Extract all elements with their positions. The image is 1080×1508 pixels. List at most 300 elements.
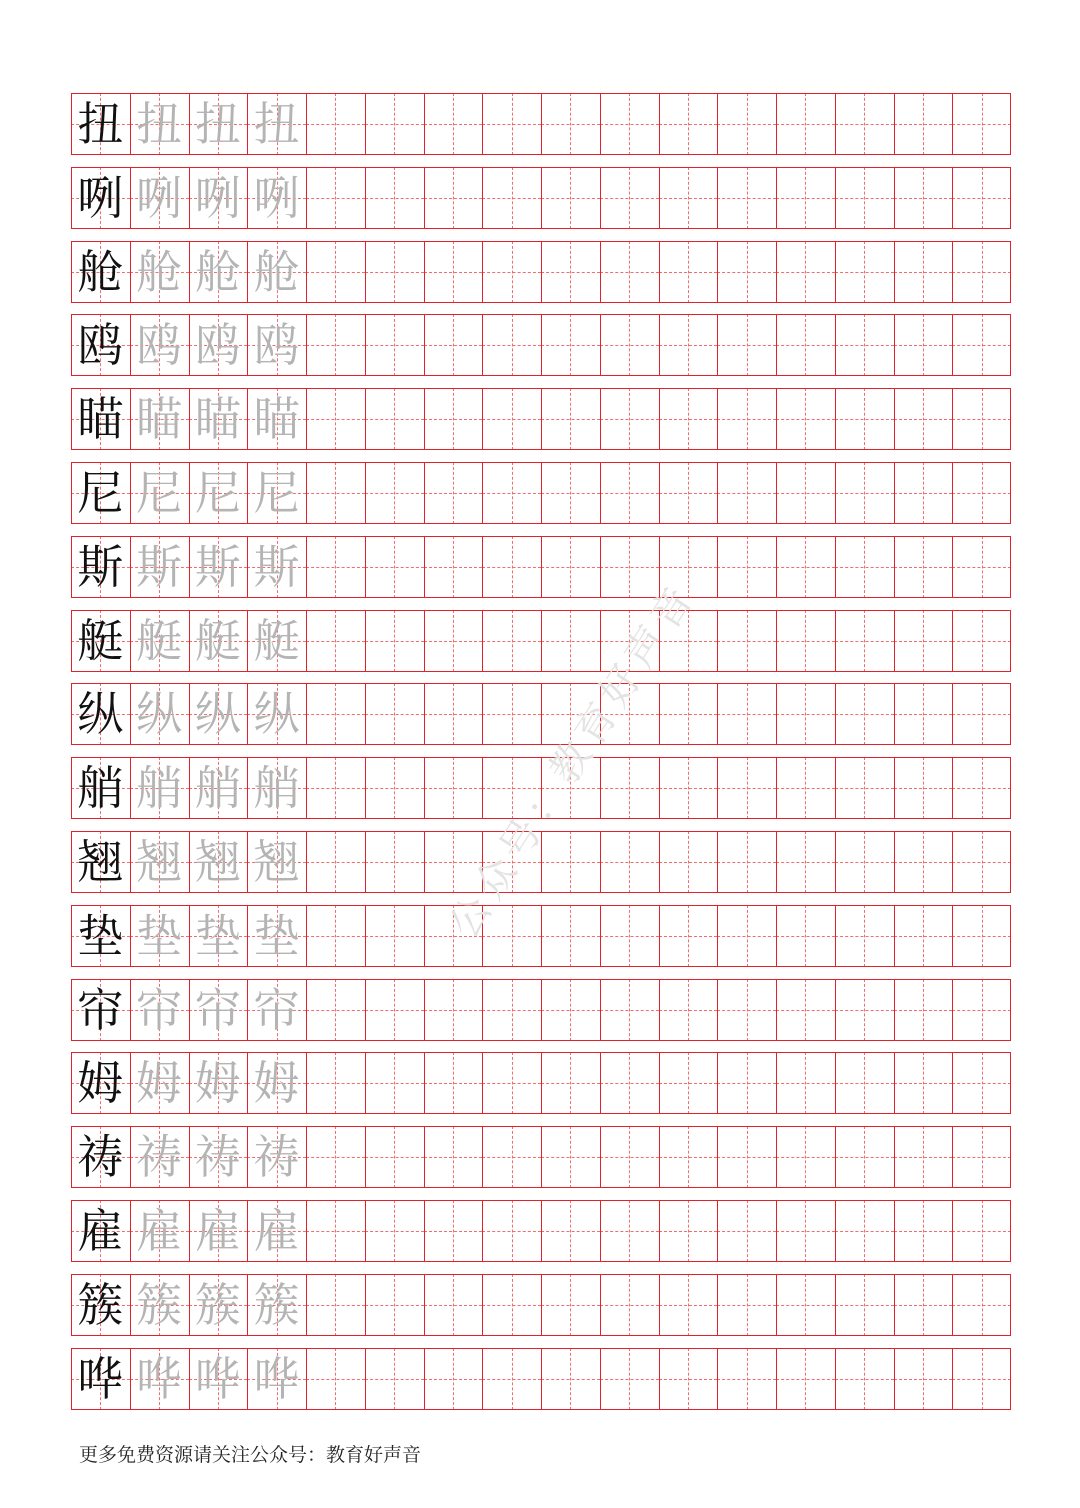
vertical-guide-line — [335, 905, 336, 967]
cell-border — [130, 1274, 131, 1336]
cell-border — [776, 536, 777, 598]
empty-writing-cell — [306, 905, 365, 967]
cell-border — [424, 683, 425, 745]
vertical-guide-line — [512, 93, 513, 155]
vertical-guide-line — [394, 1126, 395, 1188]
empty-writing-cell — [306, 1052, 365, 1114]
cell-border — [776, 241, 777, 303]
vertical-guide-line — [805, 1348, 806, 1410]
trace-char-cell — [247, 757, 306, 819]
practice-row — [71, 1200, 1011, 1262]
vertical-guide-line — [805, 314, 806, 376]
cell-border — [835, 683, 836, 745]
cell-border — [659, 979, 660, 1041]
cell-border — [541, 1274, 542, 1336]
cell-border — [482, 93, 483, 155]
cell-border — [541, 462, 542, 524]
cell-border — [482, 241, 483, 303]
vertical-guide-line — [570, 905, 571, 967]
vertical-guide-line — [982, 1052, 983, 1114]
model-char-cell — [71, 314, 130, 376]
cell-border — [189, 536, 190, 598]
vertical-guide-line — [453, 1200, 454, 1262]
cell-border — [600, 905, 601, 967]
empty-writing-cell — [306, 1348, 365, 1410]
cell-border — [835, 757, 836, 819]
vertical-guide-line — [864, 167, 865, 229]
vertical-guide-line — [688, 1126, 689, 1188]
cell-border — [306, 167, 307, 229]
cell-border — [776, 831, 777, 893]
trace-char-cell — [189, 167, 248, 229]
vertical-guide-line — [629, 167, 630, 229]
vertical-guide-line — [453, 462, 454, 524]
cell-border — [659, 1274, 660, 1336]
vertical-guide-line — [394, 167, 395, 229]
model-character: 垫 — [77, 908, 124, 963]
cell-border — [130, 1200, 131, 1262]
vertical-guide-line — [747, 757, 748, 819]
trace-char-cell — [189, 831, 248, 893]
empty-writing-cell — [424, 93, 483, 155]
empty-writing-cell — [541, 314, 600, 376]
cell-border — [776, 388, 777, 450]
empty-writing-cell — [541, 979, 600, 1041]
empty-writing-cell — [776, 167, 835, 229]
model-char-cell — [71, 1200, 130, 1262]
trace-char-cell — [189, 1126, 248, 1188]
vertical-guide-line — [335, 683, 336, 745]
cell-border — [600, 314, 601, 376]
empty-writing-cell — [424, 314, 483, 376]
trace-char-cell — [247, 905, 306, 967]
empty-writing-cell — [776, 683, 835, 745]
cell-border — [365, 979, 366, 1041]
empty-writing-cell — [541, 905, 600, 967]
empty-writing-cell — [600, 757, 659, 819]
cell-border — [541, 683, 542, 745]
model-char-cell — [71, 831, 130, 893]
trace-char-cell — [130, 388, 189, 450]
vertical-guide-line — [394, 610, 395, 672]
trace-character: 瞄 — [136, 392, 183, 447]
vertical-guide-line — [864, 1200, 865, 1262]
cell-border — [130, 314, 131, 376]
empty-writing-cell — [600, 167, 659, 229]
vertical-guide-line — [982, 1348, 983, 1410]
empty-writing-cell — [306, 462, 365, 524]
cell-border — [482, 388, 483, 450]
trace-char-cell — [247, 979, 306, 1041]
model-character: 扭 — [77, 97, 124, 151]
vertical-guide-line — [512, 683, 513, 745]
trace-character: 祷 — [194, 1130, 241, 1185]
empty-writing-cell — [835, 1126, 894, 1188]
cell-border — [776, 610, 777, 672]
cell-border — [659, 1052, 660, 1114]
cell-border — [894, 1274, 895, 1336]
vertical-guide-line — [570, 93, 571, 155]
cell-border — [130, 831, 131, 893]
vertical-guide-line — [864, 757, 865, 819]
vertical-guide-line — [864, 241, 865, 303]
cell-border — [189, 757, 190, 819]
vertical-guide-line — [688, 314, 689, 376]
empty-writing-cell — [424, 610, 483, 672]
vertical-guide-line — [747, 1348, 748, 1410]
empty-writing-cell — [306, 1200, 365, 1262]
cell-border — [659, 388, 660, 450]
cell-border — [130, 610, 131, 672]
cell-border — [247, 1348, 248, 1410]
cell-border — [247, 610, 248, 672]
vertical-guide-line — [453, 1348, 454, 1410]
empty-writing-cell — [659, 979, 718, 1041]
empty-writing-cell — [835, 536, 894, 598]
trace-character: 艄 — [253, 761, 300, 816]
cell-border — [541, 905, 542, 967]
cell-border — [247, 388, 248, 450]
empty-writing-cell — [541, 1348, 600, 1410]
vertical-guide-line — [512, 979, 513, 1041]
cell-border — [189, 979, 190, 1041]
practice-row — [71, 462, 1011, 524]
vertical-guide-line — [747, 462, 748, 524]
empty-writing-cell — [659, 388, 718, 450]
trace-character: 艄 — [136, 761, 183, 816]
empty-writing-cell — [776, 241, 835, 303]
cell-border — [659, 93, 660, 155]
empty-writing-cell — [365, 1200, 424, 1262]
empty-writing-cell — [365, 683, 424, 745]
vertical-guide-line — [512, 536, 513, 598]
trace-char-cell — [189, 610, 248, 672]
cell-border — [247, 1126, 248, 1188]
cell-border — [776, 757, 777, 819]
trace-character: 帘 — [194, 982, 241, 1037]
vertical-guide-line — [923, 1274, 924, 1336]
cell-border — [189, 1126, 190, 1188]
empty-writing-cell — [365, 462, 424, 524]
vertical-guide-line — [923, 831, 924, 893]
cell-border — [247, 167, 248, 229]
empty-writing-cell — [894, 1052, 953, 1114]
cell-border — [306, 683, 307, 745]
empty-writing-cell — [776, 1200, 835, 1262]
cell-border — [306, 462, 307, 524]
cell-border — [306, 536, 307, 598]
vertical-guide-line — [394, 1200, 395, 1262]
cell-border — [130, 1348, 131, 1410]
trace-character: 斯 — [253, 539, 300, 594]
trace-char-cell — [247, 1274, 306, 1336]
vertical-guide-line — [629, 757, 630, 819]
model-character: 翘 — [77, 835, 124, 889]
empty-writing-cell — [541, 167, 600, 229]
cell-border — [482, 757, 483, 819]
cell-border — [659, 241, 660, 303]
model-character: 舱 — [77, 244, 124, 299]
cell-border — [952, 241, 953, 303]
empty-writing-cell — [424, 1200, 483, 1262]
cell-border — [894, 1126, 895, 1188]
cell-border — [659, 831, 660, 893]
vertical-guide-line — [805, 536, 806, 598]
empty-writing-cell — [659, 1126, 718, 1188]
cell-border — [776, 93, 777, 155]
cell-border — [600, 93, 601, 155]
cell-border — [659, 314, 660, 376]
cell-border — [894, 1052, 895, 1114]
vertical-guide-line — [805, 241, 806, 303]
model-char-cell — [71, 536, 130, 598]
cell-border — [482, 1274, 483, 1336]
empty-writing-cell — [482, 241, 541, 303]
empty-writing-cell — [835, 1274, 894, 1336]
vertical-guide-line — [982, 462, 983, 524]
vertical-guide-line — [453, 1274, 454, 1336]
vertical-guide-line — [864, 1348, 865, 1410]
vertical-guide-line — [688, 905, 689, 967]
trace-char-cell — [189, 314, 248, 376]
vertical-guide-line — [629, 1200, 630, 1262]
cell-border — [894, 757, 895, 819]
vertical-guide-line — [864, 610, 865, 672]
empty-writing-cell — [835, 610, 894, 672]
trace-character: 咧 — [253, 170, 300, 225]
cell-border — [600, 1052, 601, 1114]
trace-char-cell — [247, 1052, 306, 1114]
cell-border — [600, 536, 601, 598]
vertical-guide-line — [394, 536, 395, 598]
trace-char-cell — [247, 241, 306, 303]
vertical-guide-line — [512, 388, 513, 450]
empty-writing-cell — [365, 167, 424, 229]
vertical-guide-line — [747, 979, 748, 1041]
empty-writing-cell — [365, 93, 424, 155]
empty-writing-cell — [894, 462, 953, 524]
cell-border — [541, 1348, 542, 1410]
cell-border — [952, 1126, 953, 1188]
empty-writing-cell — [952, 757, 1011, 819]
cell-border — [717, 388, 718, 450]
trace-character: 簇 — [253, 1277, 300, 1332]
cell-border — [776, 1126, 777, 1188]
empty-writing-cell — [894, 536, 953, 598]
cell-border — [424, 979, 425, 1041]
practice-row — [71, 979, 1011, 1041]
cell-border — [659, 1126, 660, 1188]
trace-char-cell — [130, 241, 189, 303]
empty-writing-cell — [894, 388, 953, 450]
vertical-guide-line — [805, 683, 806, 745]
cell-border — [424, 757, 425, 819]
vertical-guide-line — [629, 462, 630, 524]
vertical-guide-line — [570, 831, 571, 893]
cell-border — [717, 536, 718, 598]
cell-border — [365, 757, 366, 819]
vertical-guide-line — [512, 1052, 513, 1114]
cell-border — [306, 1348, 307, 1410]
cell-border — [835, 462, 836, 524]
vertical-guide-line — [688, 93, 689, 155]
empty-writing-cell — [659, 1348, 718, 1410]
trace-character: 雇 — [194, 1204, 241, 1258]
cell-border — [894, 241, 895, 303]
empty-writing-cell — [717, 905, 776, 967]
vertical-guide-line — [629, 388, 630, 450]
vertical-guide-line — [629, 1348, 630, 1410]
trace-char-cell — [130, 1126, 189, 1188]
cell-border — [600, 1200, 601, 1262]
cell-border — [776, 1200, 777, 1262]
empty-writing-cell — [365, 610, 424, 672]
model-character: 簇 — [77, 1277, 124, 1332]
vertical-guide-line — [747, 610, 748, 672]
trace-char-cell — [189, 388, 248, 450]
empty-writing-cell — [717, 610, 776, 672]
cell-border — [952, 831, 953, 893]
empty-writing-cell — [952, 93, 1011, 155]
cell-border — [189, 462, 190, 524]
practice-row — [71, 241, 1011, 303]
trace-char-cell — [247, 610, 306, 672]
empty-writing-cell — [835, 167, 894, 229]
model-char-cell — [71, 1348, 130, 1410]
cell-border — [247, 757, 248, 819]
trace-character: 鸥 — [194, 318, 241, 373]
vertical-guide-line — [453, 93, 454, 155]
vertical-guide-line — [394, 462, 395, 524]
cell-border — [600, 167, 601, 229]
cell-border — [365, 905, 366, 967]
model-char-cell — [71, 241, 130, 303]
trace-character: 祷 — [253, 1130, 300, 1185]
model-char-cell — [71, 757, 130, 819]
empty-writing-cell — [541, 536, 600, 598]
empty-writing-cell — [894, 241, 953, 303]
vertical-guide-line — [512, 462, 513, 524]
trace-character: 姆 — [136, 1056, 183, 1111]
empty-writing-cell — [717, 1274, 776, 1336]
vertical-guide-line — [805, 167, 806, 229]
cell-border — [776, 1052, 777, 1114]
cell-border — [894, 167, 895, 229]
vertical-guide-line — [453, 1052, 454, 1114]
trace-char-cell — [189, 462, 248, 524]
cell-border — [247, 1274, 248, 1336]
vertical-guide-line — [453, 314, 454, 376]
empty-writing-cell — [835, 93, 894, 155]
vertical-guide-line — [335, 462, 336, 524]
empty-writing-cell — [894, 1200, 953, 1262]
vertical-guide-line — [335, 1126, 336, 1188]
empty-writing-cell — [482, 388, 541, 450]
empty-writing-cell — [424, 388, 483, 450]
cell-border — [835, 610, 836, 672]
cell-border — [306, 610, 307, 672]
vertical-guide-line — [335, 757, 336, 819]
vertical-guide-line — [512, 905, 513, 967]
cell-border — [424, 314, 425, 376]
cell-border — [952, 683, 953, 745]
empty-writing-cell — [952, 831, 1011, 893]
empty-writing-cell — [717, 757, 776, 819]
vertical-guide-line — [982, 1126, 983, 1188]
trace-char-cell — [130, 462, 189, 524]
cell-border — [952, 167, 953, 229]
vertical-guide-line — [688, 241, 689, 303]
empty-writing-cell — [659, 462, 718, 524]
trace-char-cell — [130, 1052, 189, 1114]
trace-character: 垫 — [194, 908, 241, 963]
trace-char-cell — [130, 1274, 189, 1336]
cell-border — [952, 1052, 953, 1114]
empty-writing-cell — [952, 388, 1011, 450]
cell-border — [717, 831, 718, 893]
empty-writing-cell — [952, 314, 1011, 376]
empty-writing-cell — [776, 610, 835, 672]
vertical-guide-line — [747, 1052, 748, 1114]
cell-border — [247, 1200, 248, 1262]
cell-border — [365, 241, 366, 303]
cell-border — [189, 1274, 190, 1336]
empty-writing-cell — [717, 1126, 776, 1188]
trace-char-cell — [189, 536, 248, 598]
cell-border — [776, 462, 777, 524]
vertical-guide-line — [629, 1052, 630, 1114]
cell-border — [835, 388, 836, 450]
cell-border — [894, 905, 895, 967]
trace-char-cell — [247, 1126, 306, 1188]
cell-border — [894, 1200, 895, 1262]
vertical-guide-line — [747, 388, 748, 450]
vertical-guide-line — [923, 93, 924, 155]
vertical-guide-line — [453, 683, 454, 745]
empty-writing-cell — [952, 905, 1011, 967]
trace-character: 咧 — [136, 170, 183, 225]
vertical-guide-line — [512, 1200, 513, 1262]
trace-character: 尼 — [194, 466, 241, 520]
empty-writing-cell — [659, 757, 718, 819]
trace-character: 垫 — [253, 908, 300, 963]
trace-character: 帘 — [136, 982, 183, 1037]
empty-writing-cell — [365, 1126, 424, 1188]
vertical-guide-line — [453, 167, 454, 229]
empty-writing-cell — [835, 241, 894, 303]
cell-border — [306, 241, 307, 303]
cell-border — [424, 167, 425, 229]
cell-border — [835, 1052, 836, 1114]
vertical-guide-line — [747, 1126, 748, 1188]
cell-border — [541, 241, 542, 303]
vertical-guide-line — [688, 1200, 689, 1262]
cell-border — [482, 979, 483, 1041]
empty-writing-cell — [424, 167, 483, 229]
cell-border — [835, 536, 836, 598]
cell-border — [247, 905, 248, 967]
vertical-guide-line — [982, 314, 983, 376]
model-char-cell — [71, 462, 130, 524]
cell-border — [130, 1126, 131, 1188]
cell-border — [365, 93, 366, 155]
empty-writing-cell — [776, 831, 835, 893]
trace-char-cell — [247, 388, 306, 450]
cell-border — [894, 462, 895, 524]
empty-writing-cell — [365, 241, 424, 303]
empty-writing-cell — [835, 1200, 894, 1262]
vertical-guide-line — [570, 1200, 571, 1262]
